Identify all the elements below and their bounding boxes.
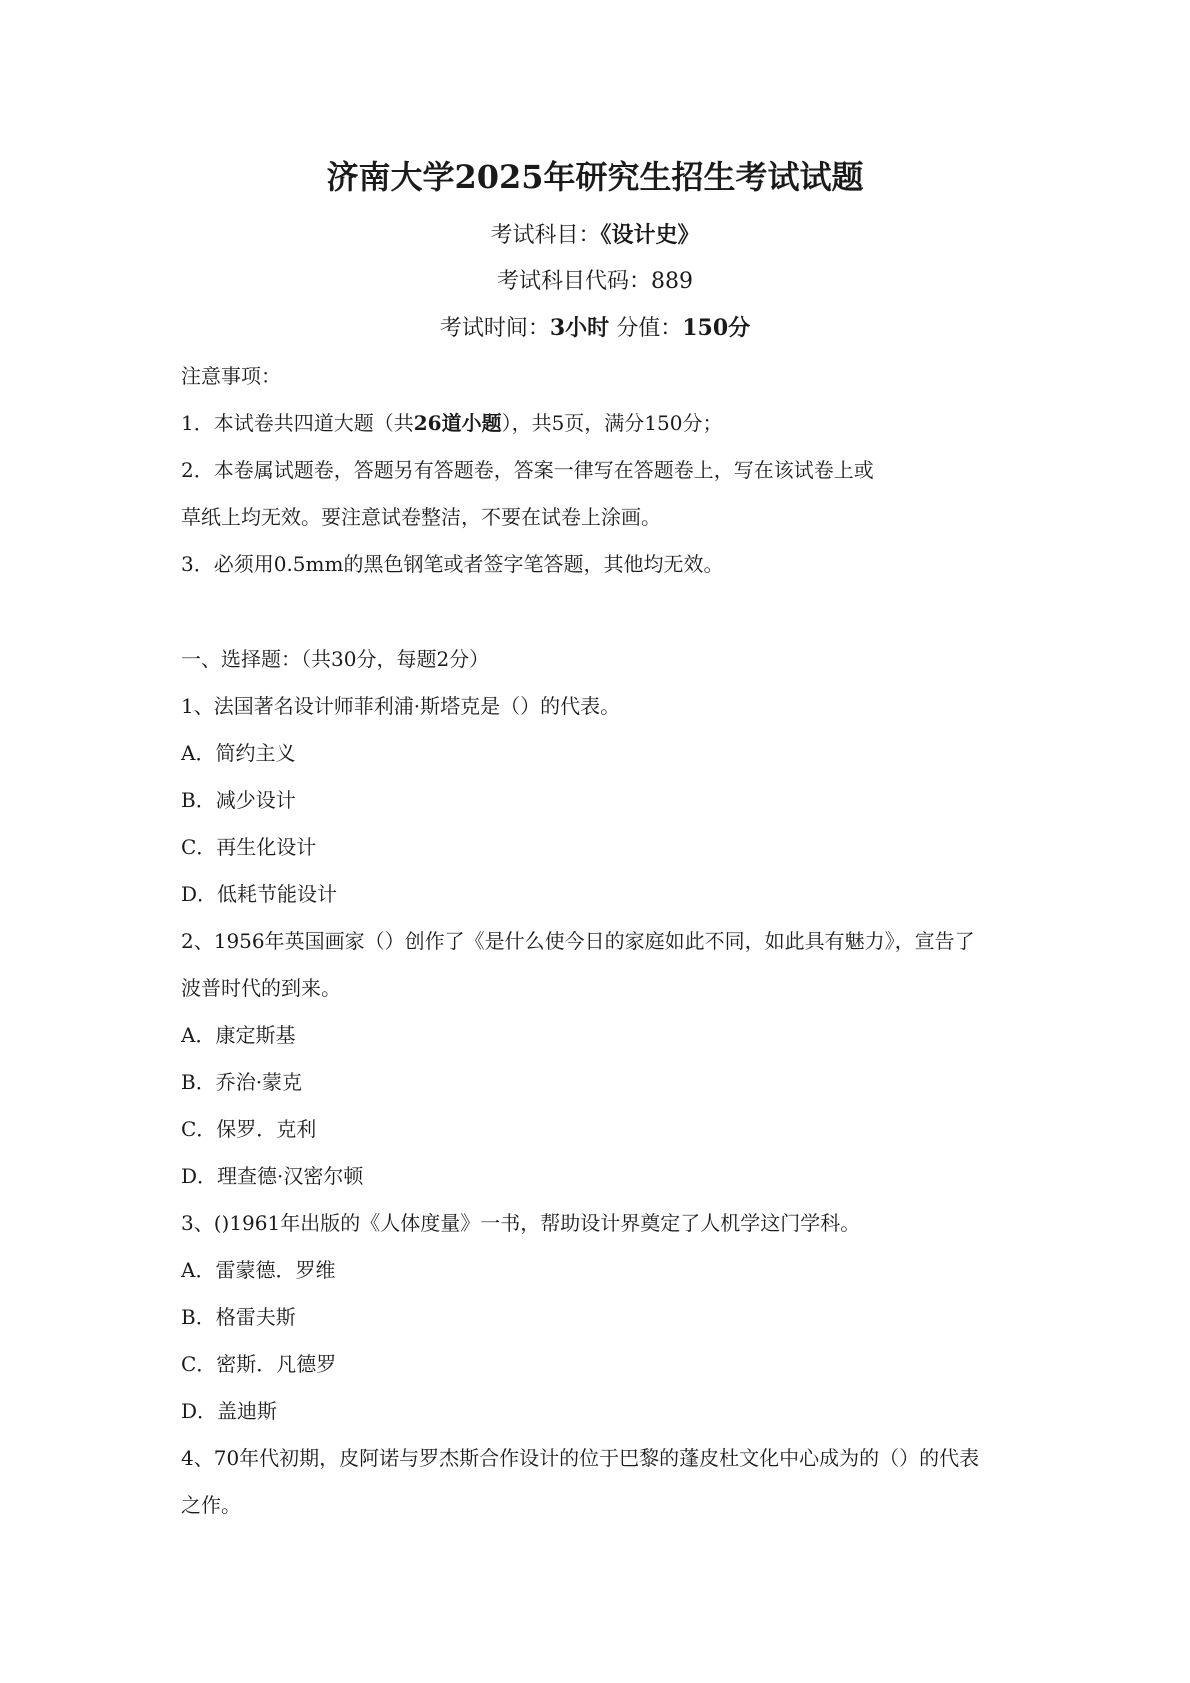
question-1-option-b: B．减少设计 [181,788,296,812]
question-3-option-c: C．密斯．凡德罗 [181,1352,337,1376]
question-1-stem: 1、法国著名设计师菲利浦·斯塔克是（）的代表。 [181,694,621,718]
time-score-line [0,311,1190,342]
question-1-option-c: C．再生化设计 [181,835,317,859]
subject-label: 考试科目： [490,223,601,248]
note-2-line-2: 草纸上均无效。要注意试卷整洁，不要在试卷上涂画。 [181,505,661,529]
question-2-option-c: C．保罗．克利 [181,1117,317,1141]
question-1-option-a: A．简约主义 [181,741,296,765]
question-2-option-d: D．理查德·汉密尔顿 [181,1164,364,1188]
question-2-option-a: A．康定斯基 [181,1023,296,1047]
question-2-stem-line-1: 2、1956年英国画家（）创作了《是什么使今日的家庭如此不同，如此具有魅力》，宣告了 [181,929,975,953]
subject-code-line [0,264,1190,295]
time-label: 考试时间： [439,316,550,341]
page-title: 济南大学2025年研究生招生考试试题 [326,158,864,196]
score-label: 分值： [616,316,683,341]
question-3-option-b: B．格雷夫斯 [181,1305,296,1329]
question-4-stem-line-1: 4、70年代初期，皮阿诺与罗杰斯合作设计的位于巴黎的蓬皮杜文化中心成为的（）的代表 [181,1446,980,1470]
subject-line [0,218,1190,249]
subject-code-value: 889 [651,269,693,294]
question-3-stem: 3、()1961年出版的《人体度量》一书，帮助设计界奠定了人机学这门学科。 [181,1211,861,1235]
question-1-option-d: D．低耗节能设计 [181,882,338,906]
note-1 [181,407,722,436]
section-1-heading: 一、选择题：（共30分，每题2分） [181,647,490,671]
question-3-option-a: A．雷蒙德．罗维 [181,1258,336,1282]
note-2-line-1: 2．本卷属试题卷，答题另有答题卷，答案一律写在答题卷上，写在该试卷上或 [181,458,874,482]
note-1-part-a: 1．本试卷共四道大题（共 [181,411,414,435]
subject-code-label: 考试科目代码： [496,269,651,294]
question-4-stem-line-2: 之作。 [181,1493,241,1517]
subject-name: 《设计史》 [600,222,700,248]
score-value: 150分 [682,315,751,341]
note-1-part-c: ），共5页，满分150分； [501,411,723,435]
notes-heading: 注意事项： [181,364,281,388]
question-3-option-d: D．盖迪斯 [181,1399,278,1423]
question-2-stem-line-2: 波普时代的到来。 [181,976,341,1000]
time-value: 3小时 [549,315,610,341]
note-1-part-b: 26道小题 [413,411,502,435]
question-2-option-b: B．乔治·蒙克 [181,1070,303,1094]
note-3: 3．必须用0.5mm的黑色钢笔或者签字笔答题，其他均无效。 [181,552,724,576]
